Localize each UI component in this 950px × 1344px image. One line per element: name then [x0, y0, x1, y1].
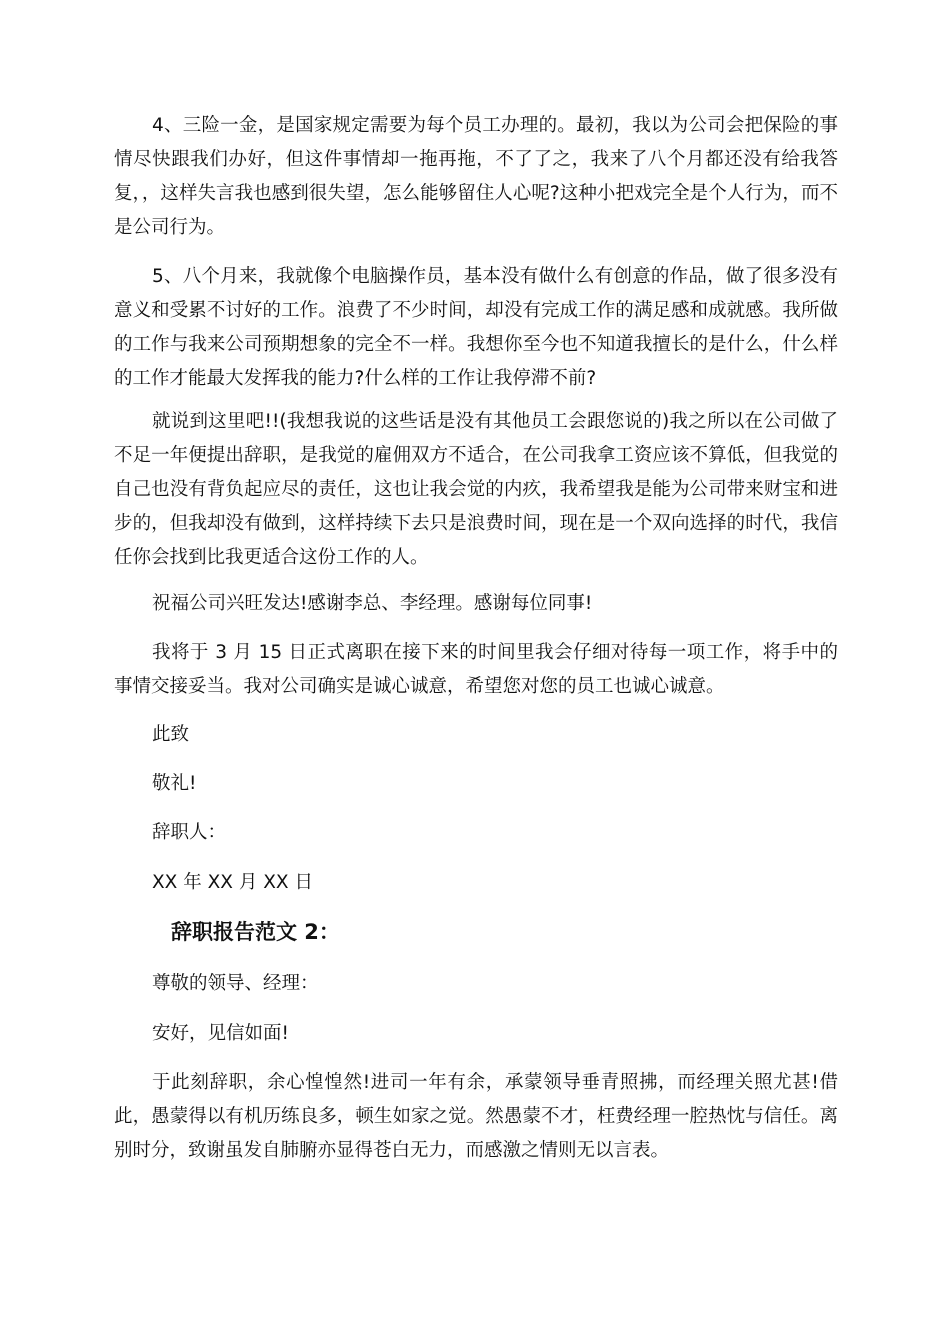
section2-greeting: 尊敬的领导、经理：	[152, 973, 319, 994]
closing-regards: 敬礼!	[152, 773, 197, 794]
paragraph-blessing: 祝福公司兴旺发达!感谢李总、李经理。感谢每位同事!	[152, 593, 593, 614]
closing-signer: 辞职人：	[152, 822, 227, 843]
section2-body: 于此刻辞职，余心惶惶然!进司一年有余，承蒙领导垂青照拂，而经理关照尤甚!借此，愚蒙得以有机历练良多，顿生如家之觉。然愚蒙不才，枉费经理一腔热忱与信任。离别时分，致谢虽发自肺腑亦显得苍白无力，而感激之情则无以言表。	[114, 1072, 838, 1161]
closing-salutation: 此致	[152, 724, 190, 745]
paragraph-insurance: 4、三险一金，是国家规定需要为每个员工办理的。最初，我以为公司会把保险的事情尽快跟我们办好，但这件事情却一拖再拖，不了了之，我来了八个月都还没有给我答复，，这样失言我也感到很失望，怎么能够留住人心呢?这种小把戏完全是个人行为，而不是公司行为。	[114, 115, 838, 238]
paragraph-leave-date: 我将于 3 月 15 日正式离职在接下来的时间里我会仔细对待每一项工作，将手中的事情交接妥当。我对公司确实是诚心诚意，希望您对您的员工也诚心诚意。	[114, 642, 838, 697]
closing-date: XX 年 XX 月 XX 日	[152, 872, 313, 893]
section2-heading: 辞职报告范文 2：	[171, 920, 340, 944]
paragraph-eight-months: 5、八个月来，我就像个电脑操作员，基本没有做什么有创意的作品，做了很多没有意义和受累不讨好的工作。浪费了不少时间，却没有完成工作的满足感和成就感。我所做的工作与我来公司预期想象的完全不一样。我想你至今也不知道我擅长的是什么，什么样的工作才能最大发挥我的能力?什么样的工作让我停滞不前?	[114, 266, 838, 389]
section2-hello: 安好，见信如面!	[152, 1023, 289, 1044]
paragraph-reasons: 就说到这里吧!!(我想我说的这些话是没有其他员工会跟您说的)我之所以在公司做了不足一年便提出辞职，是我觉的雇佣双方不适合，在公司我拿工资应该不算低，但我觉的自己也没有背负起应尽的责任，这也让我会觉的内疚，我希望我是能为公司带来财宝和进步的，但我却没有做到，这样持续下去只是浪费时间，现在是一个双向选择的时代，我信任你会找到比我更适合这份工作的人。	[114, 411, 838, 568]
